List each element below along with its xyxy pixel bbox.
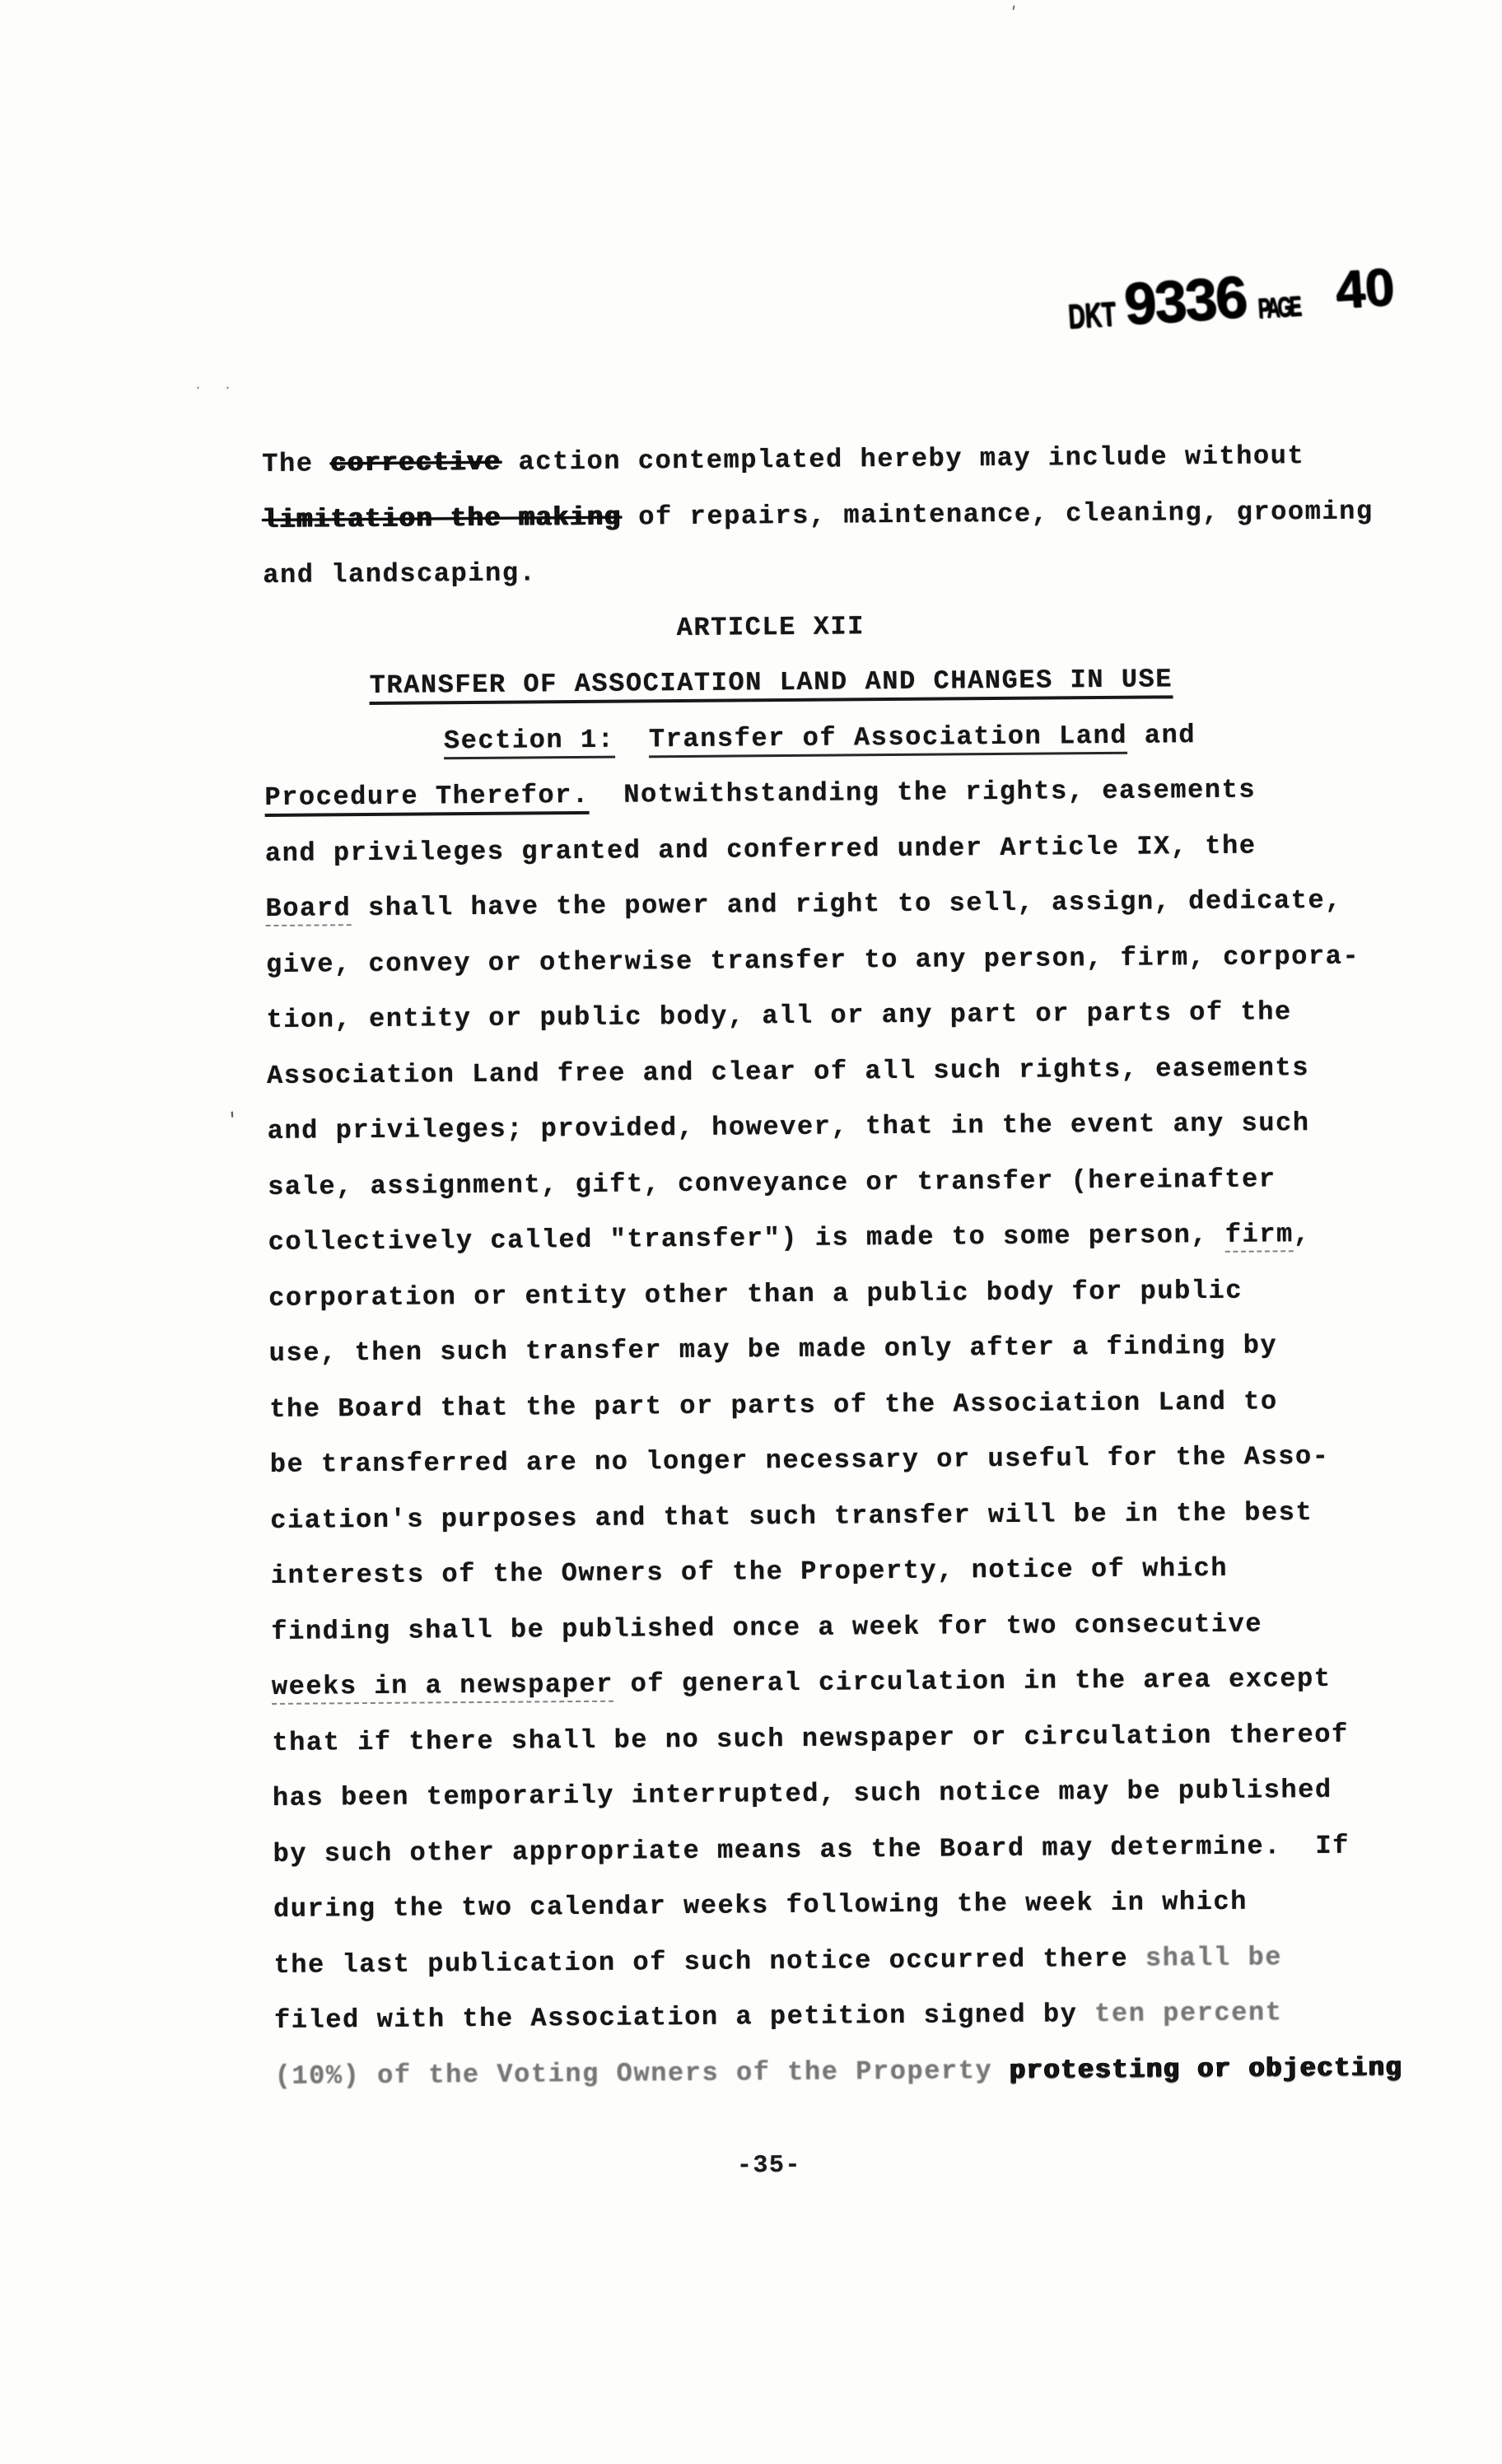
text-segment: sale, assignment, gift, conveyance or transfer (hereinafter — [268, 1163, 1276, 1202]
text-line — [270, 1484, 1392, 1548]
text-segment: filed with the Association a petition signed by — [273, 1999, 1095, 2036]
text-line — [271, 1539, 1392, 1603]
docket-stamp — [1061, 254, 1397, 341]
text-segment: the Board that the part or parts of the Association Land to — [269, 1385, 1278, 1425]
text-segment: finding shall be published once a week for two consecutive — [271, 1608, 1263, 1647]
text-segment: ciation's purposes and that such transfer will be in the best — [270, 1496, 1313, 1536]
text-segment: Section 1: — [444, 724, 615, 759]
text-line — [262, 427, 1383, 492]
text-line — [268, 1150, 1389, 1215]
text-segment: TRANSFER OF ASSOCIATION LAND AND CHANGES IN USE — [370, 664, 1173, 705]
text-segment: shall be — [1145, 1941, 1283, 1974]
text-segment: Board — [265, 893, 351, 926]
text-segment: be transferred are no longer necessary or useful for the Asso- — [269, 1440, 1330, 1480]
text-segment: that if there shall be no such newspaper or circulation thereof — [272, 1719, 1350, 1758]
text-line — [273, 1762, 1394, 1826]
text-segment: Notwithstanding the rights, easements — [589, 774, 1257, 810]
text-segment: (10%) of the Voting Owners of the Property — [274, 2055, 1010, 2092]
text-segment: of general circulation in the area except — [613, 1663, 1332, 1700]
text-line — [272, 1706, 1393, 1771]
text-segment: limitation the making — [262, 502, 622, 535]
text-segment: , — [1293, 1219, 1311, 1250]
docket-stamp-book-number: 9336 — [1122, 264, 1248, 338]
text-segment: of repairs, maintenance, cleaning, grooming — [621, 495, 1374, 533]
text-segment: tion, entity or public body, all or any part or parts of the — [266, 996, 1292, 1035]
text-line — [269, 1373, 1391, 1437]
text-line — [264, 706, 1386, 770]
text-line — [266, 928, 1388, 992]
text-line — [268, 1206, 1389, 1270]
text-segment: has been temporarily interrupted, such notice may be published — [272, 1774, 1332, 1813]
docket-stamp-page-label: PAGE — [1257, 290, 1300, 324]
text-line — [273, 1818, 1394, 1882]
text-segment: shall have the power and right to sell, assign, dedicate, — [351, 884, 1343, 924]
text-line — [270, 1428, 1392, 1492]
text-segment: action contemplated hereby may include without — [501, 441, 1305, 478]
text-line — [263, 483, 1384, 548]
text-line — [263, 539, 1384, 603]
text-segment: collectively called "transfer") is made to some person, — [268, 1219, 1225, 1258]
scan-artifact-left-dots: · · — [194, 380, 240, 395]
text-segment — [614, 724, 649, 754]
text-line — [273, 1929, 1395, 1993]
text-line — [274, 1984, 1396, 2048]
text-segment: and privileges; provided, however, that in the event any such — [267, 1108, 1310, 1146]
text-segment: protesting or objecting — [1009, 2051, 1403, 2086]
text-line — [272, 1650, 1393, 1715]
text-segment: and privileges granted and conferred under Article IX, the — [264, 830, 1257, 869]
page-number: -35- — [736, 2151, 802, 2181]
text-line — [268, 1262, 1390, 1326]
text-segment: the last publication of such notice occurred there — [273, 1943, 1146, 1981]
text-segment: ARTICLE XII — [676, 610, 865, 643]
text-segment: Transfer of Association Land — [649, 720, 1127, 758]
text-line — [271, 1595, 1392, 1659]
text-line — [264, 761, 1386, 825]
text-line — [266, 983, 1388, 1048]
text-segment: weeks in a newspaper — [272, 1669, 613, 1705]
scan-artifact-top-tick: ' — [1005, 1, 1020, 22]
text-segment: and landscaping. — [263, 558, 537, 590]
text-segment: Procedure Therefor. — [264, 780, 590, 817]
docket-stamp-label: DKT — [1066, 294, 1117, 336]
text-segment: give, convey or otherwise transfer to any person, firm, corpora- — [265, 940, 1360, 980]
text-line — [268, 1317, 1390, 1381]
text-segment: Association Land free and clear of all such rights, easements — [266, 1052, 1310, 1091]
text-line — [264, 650, 1385, 714]
text-segment: corporation or entity other than a public body for public — [268, 1275, 1243, 1314]
text-segment: ten percent — [1094, 1997, 1283, 2030]
document-body — [262, 427, 1403, 2104]
text-line — [264, 595, 1385, 659]
text-line — [267, 1039, 1388, 1104]
docket-stamp-page-number: 40 — [1333, 256, 1397, 320]
text-segment: interests of the Owners of the Property, notice of which — [270, 1552, 1229, 1591]
text-segment: use, then such transfer may be made only after a finding by — [268, 1330, 1278, 1369]
text-segment: by such other appropriate means as the Board may determine. If — [273, 1830, 1350, 1869]
text-segment: The — [262, 448, 331, 479]
text-segment: during the two calendar weeks following the week in which — [273, 1886, 1248, 1925]
text-line — [265, 872, 1387, 936]
scan-artifact-margin-tick: ʹ — [224, 1107, 245, 1137]
text-line — [265, 817, 1387, 881]
text-line — [267, 1094, 1388, 1159]
text-line — [274, 2040, 1403, 2104]
text-segment: firm — [1225, 1219, 1294, 1253]
text-segment: and — [1126, 719, 1196, 751]
text-line — [273, 1873, 1395, 1937]
text-segment: corrective — [330, 446, 501, 479]
